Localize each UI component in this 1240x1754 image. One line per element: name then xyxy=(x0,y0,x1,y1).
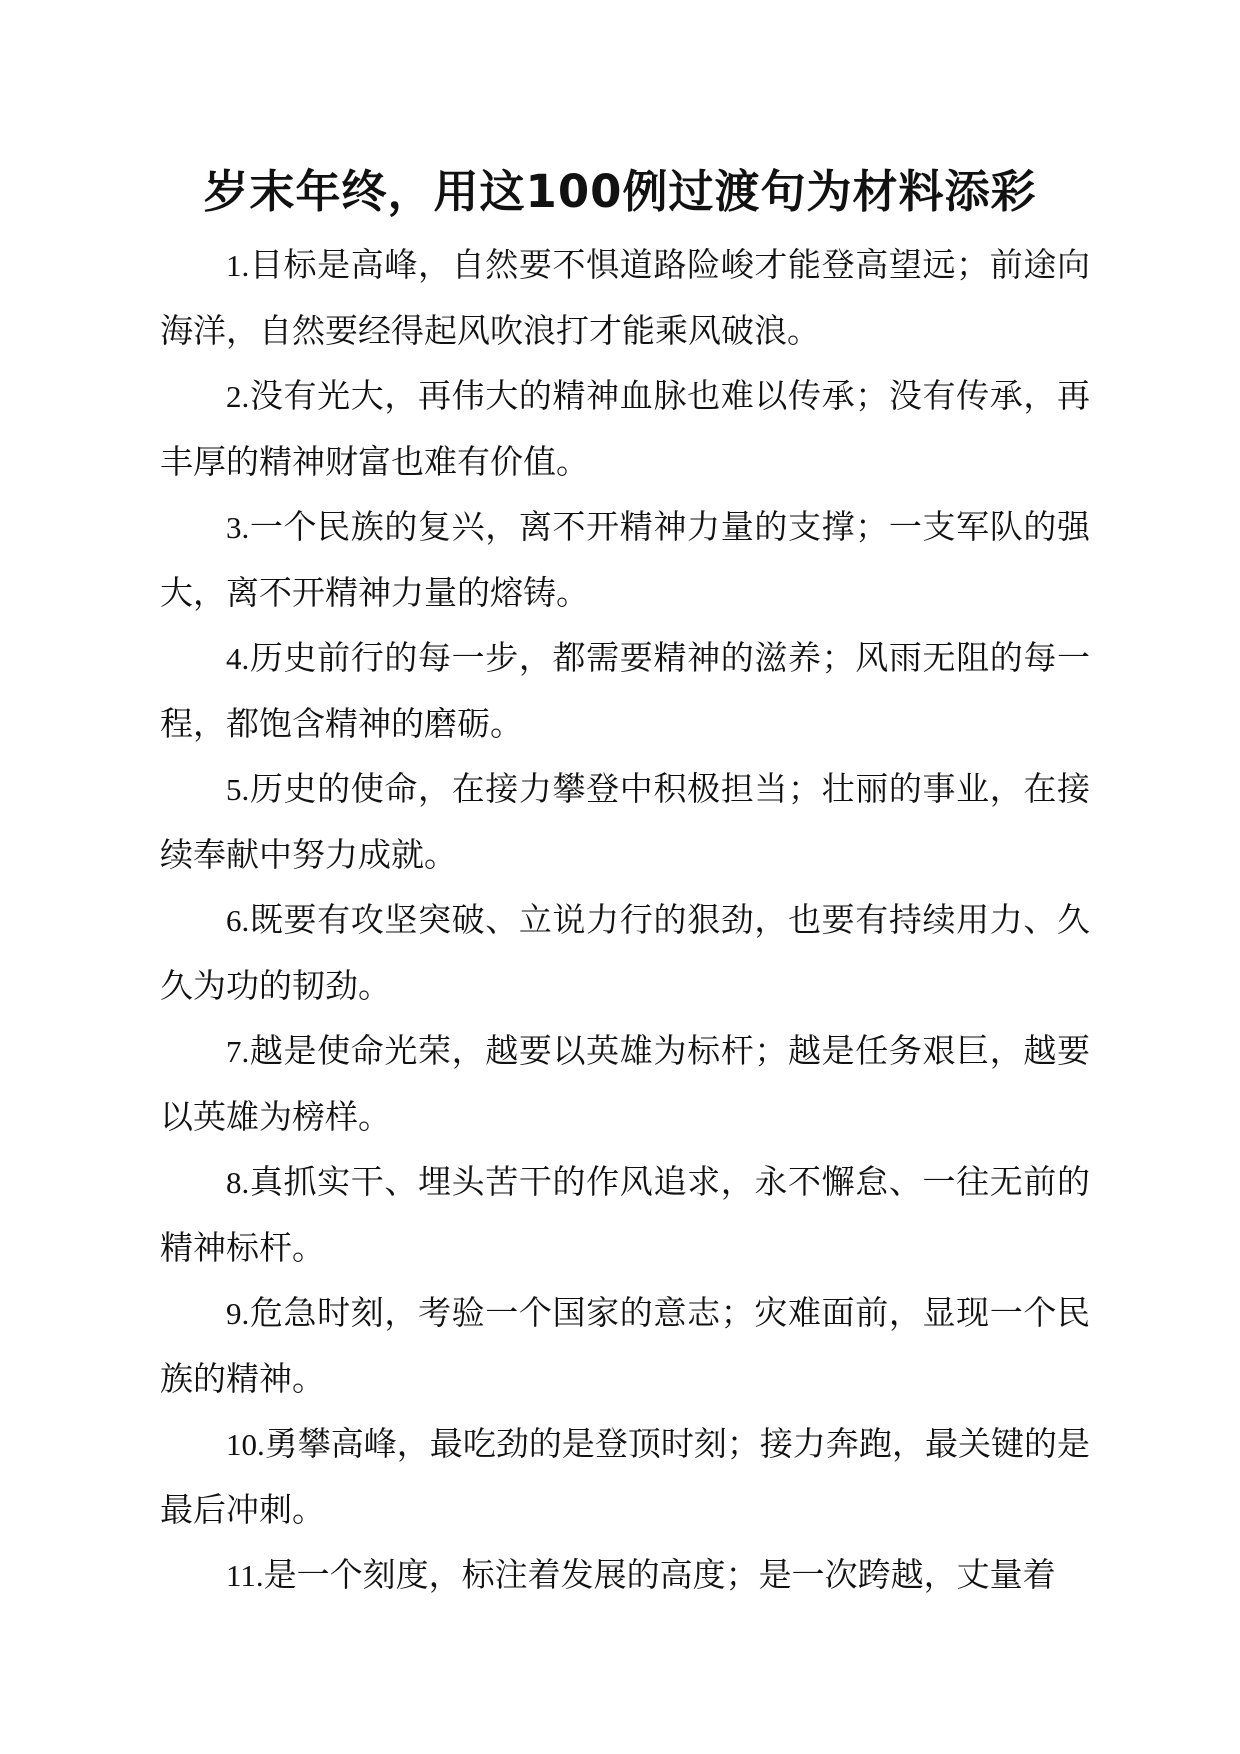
paragraph-text: 历史的使命，在接力攀登中积极担当；壮丽的事业，在接续奉献中努力成就。 xyxy=(160,769,1090,874)
paragraph-number: 3. xyxy=(226,510,250,545)
paragraph-1 xyxy=(160,232,1090,363)
paragraph-number: 10. xyxy=(226,1427,265,1462)
paragraph-text: 越是使命光荣，越要以英雄为标杆；越是任务艰巨，越要以英雄为榜样。 xyxy=(160,1031,1090,1136)
paragraph-text: 一个民族的复兴，离不开精神力量的支撑；一支军队的强大，离不开精神力量的熔铸。 xyxy=(160,507,1090,612)
paragraph-10 xyxy=(160,1411,1090,1542)
paragraph-text: 目标是高峰，自然要不惧道路险峻才能登高望远；前途向海洋，自然要经得起风吹浪打才能乘风破浪。 xyxy=(160,245,1090,350)
paragraph-number: 4. xyxy=(226,641,250,676)
paragraph-text: 既要有攻坚突破、立说力行的狠劲，也要有持续用力、久久为功的韧劲。 xyxy=(160,900,1090,1005)
paragraph-number: 5. xyxy=(226,772,250,807)
paragraph-text: 历史前行的每一步，都需要精神的滋养；风雨无阻的每一程，都饱含精神的磨砺。 xyxy=(160,638,1090,743)
paragraph-text: 勇攀高峰，最吃劲的是登顶时刻；接力奔跑，最关键的是最后冲刺。 xyxy=(160,1424,1090,1529)
paragraph-number: 2. xyxy=(226,379,250,414)
paragraph-9 xyxy=(160,1280,1090,1411)
paragraph-6 xyxy=(160,887,1090,1018)
paragraph-text: 是一个刻度，标注着发展的高度；是一次跨越，丈量着 xyxy=(263,1555,1056,1594)
paragraph-8 xyxy=(160,1149,1090,1280)
paragraph-number: 9. xyxy=(226,1296,250,1331)
paragraph-number: 6. xyxy=(226,903,250,938)
paragraph-text: 真抓实干、埋头苦干的作风追求，永不懈怠、一往无前的精神标杆。 xyxy=(160,1162,1090,1267)
document-body xyxy=(160,232,1090,1608)
paragraph-number: 1. xyxy=(226,248,250,283)
paragraph-number: 8. xyxy=(226,1165,250,1200)
paragraph-text: 没有光大，再伟大的精神血脉也难以传承；没有传承，再丰厚的精神财富也难有价值。 xyxy=(160,376,1090,481)
document-title: 岁末年终，用这100例过渡句为材料添彩 xyxy=(203,165,1037,218)
paragraph-number: 7. xyxy=(226,1034,250,1069)
paragraph-11 xyxy=(160,1542,1090,1608)
paragraph-7 xyxy=(160,1018,1090,1149)
paragraph-text: 危急时刻，考验一个国家的意志；灾难面前，显现一个民族的精神。 xyxy=(160,1293,1090,1398)
paragraph-5 xyxy=(160,756,1090,887)
paragraph-4 xyxy=(160,625,1090,756)
paragraph-3 xyxy=(160,494,1090,625)
paragraph-number: 11. xyxy=(226,1558,264,1593)
paragraph-2 xyxy=(160,363,1090,494)
